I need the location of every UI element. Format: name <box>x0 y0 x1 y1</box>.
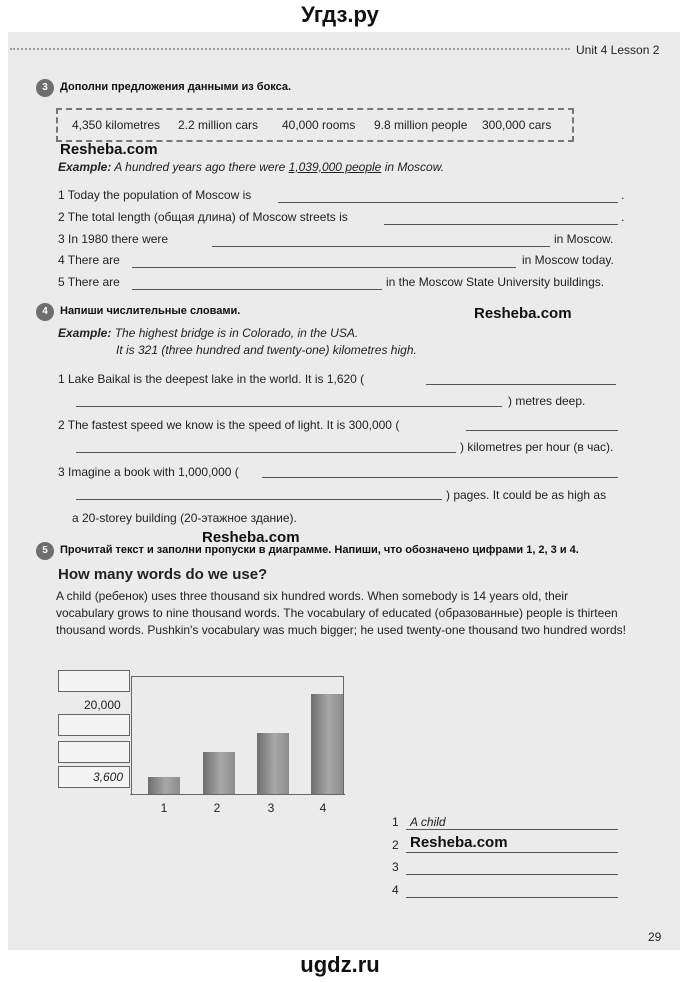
ex3-item-3: 3 In 1980 there were <box>58 232 169 246</box>
ex3-item-4: 4 There are <box>58 253 120 267</box>
ex4-answer-line-3b[interactable] <box>76 499 442 500</box>
ex3-item-5-end: in the Moscow State University buildings. <box>386 275 605 289</box>
ex3-item-5: 5 There are <box>58 275 120 289</box>
ex4-item-3: 3 Imagine a book with 1,000,000 ( <box>58 465 239 479</box>
ex4-answer-line-2b[interactable] <box>76 452 456 453</box>
watermark-resheba: Resheba.com <box>410 834 508 851</box>
exercise-3-example <box>58 160 444 174</box>
axis-label-box-1[interactable] <box>58 670 130 692</box>
ex4-answer-line-2a[interactable] <box>466 430 618 431</box>
example-text: A hundred years ago there were <box>114 160 286 174</box>
chart-bar-2 <box>203 752 235 794</box>
box-item: 40,000 rooms <box>282 118 356 132</box>
box-item: 9.8 million people <box>374 118 468 132</box>
exercise-3-number: 3 <box>36 79 54 97</box>
axis-label-20000: 20,000 <box>84 698 121 712</box>
ex4-answer-line-3a[interactable] <box>262 477 618 478</box>
header-dotted-rule <box>10 48 570 50</box>
example-text-end: in Moscow. <box>384 160 445 174</box>
box-item: 2.2 million cars <box>178 118 259 132</box>
box-item: 300,000 cars <box>482 118 552 132</box>
example-answer: 1,039,000 people <box>288 160 382 174</box>
example-text: The highest bridge is in Colorado, in the USA. <box>114 326 359 340</box>
site-title-bottom: ugdz.ru <box>300 952 380 977</box>
text-heading: How many words do we use? <box>58 566 268 583</box>
box-item: 4,350 kilometres <box>72 118 161 132</box>
example-label: Example: <box>58 326 112 340</box>
answer-box <box>56 108 574 142</box>
axis-label-box-2[interactable] <box>58 714 130 736</box>
answer-num-1: 1 <box>392 815 399 829</box>
exercise-5-title: Прочитай текст и заполни пропуски в диаграмме. Напиши, что обозначено цифрами 1, 2, 3 и 4. <box>60 544 579 556</box>
ex4-item-3-cont: a 20-storey building (20-этажное здание). <box>72 511 297 525</box>
reading-paragraph: A child (ребенок) uses three thousand six hundred words. When somebody is 14 years old, their vocabulary grows to nine thousand words. The vocabulary of educated (образованные) people is thirteen thousand words. Pushkin's vocabulary was much bigger; he used twenty-one thousand two hundred words! <box>56 589 626 637</box>
chart-baseline <box>130 794 345 795</box>
x-tick-1: 1 <box>160 801 168 815</box>
example-label: Example: <box>58 160 112 174</box>
exercise-4-title: Напиши числительные словами. <box>60 305 241 317</box>
ex3-item-4-end: in Moscow today. <box>522 253 614 267</box>
page-number: 29 <box>648 930 662 944</box>
ex3-answer-line-4[interactable] <box>132 267 516 268</box>
ex4-item-2: 2 The fastest speed we know is the speed of light. It is 300,000 ( <box>58 418 400 432</box>
ex4-answer-line-1a[interactable] <box>426 384 616 385</box>
x-tick-3: 3 <box>267 801 275 815</box>
ex4-item-3-end: ) pages. It could be as high as <box>446 488 607 502</box>
answer-text-1: A child <box>410 815 446 829</box>
ex3-answer-line-3[interactable] <box>212 246 550 247</box>
exercise-3-title: Дополни предложения данными из бокса. <box>60 81 292 93</box>
exercise-4-example-line-2: It is 321 (three hundred and twenty-one) kilometres high. <box>116 343 417 357</box>
unit-lesson-label: Unit 4 Lesson 2 <box>576 43 660 57</box>
axis-label-box-3[interactable] <box>58 741 130 763</box>
chart-bar-3 <box>257 733 289 794</box>
ex3-item-3-end: in Moscow. <box>554 232 614 246</box>
answer-line-1[interactable] <box>406 829 618 830</box>
watermark-resheba: Resheba.com <box>474 305 572 322</box>
ex3-item-1-end: . <box>621 188 625 202</box>
answer-line-3[interactable] <box>406 874 618 875</box>
exercise-4-number: 4 <box>36 303 54 321</box>
answer-num-2: 2 <box>392 838 399 852</box>
answer-num-3: 3 <box>392 860 399 874</box>
ex4-item-2-end: ) kilometres per hour (в час). <box>460 440 614 454</box>
ex3-answer-line-1[interactable] <box>278 202 618 203</box>
answer-line-4[interactable] <box>406 897 618 898</box>
ex3-answer-line-5[interactable] <box>132 289 382 290</box>
axis-label-box-3600: 3,600 <box>58 766 130 788</box>
ex4-item-1: 1 Lake Baikal is the deepest lake in the world. It is 1,620 ( <box>58 372 365 386</box>
chart-bar-4 <box>311 694 343 794</box>
ex3-answer-line-2[interactable] <box>384 224 618 225</box>
ex4-answer-line-1b[interactable] <box>76 406 502 407</box>
exercise-5-number: 5 <box>36 542 54 560</box>
chart-bar-1 <box>148 777 180 794</box>
x-tick-4: 4 <box>319 801 327 815</box>
x-tick-2: 2 <box>213 801 221 815</box>
answer-line-2[interactable] <box>406 852 618 853</box>
exercise-4-example-line-1 <box>58 326 358 340</box>
watermark-resheba: Resheba.com <box>202 529 300 546</box>
answer-num-4: 4 <box>392 883 399 897</box>
ex3-item-1: 1 Today the population of Moscow is <box>58 188 252 202</box>
ex4-item-1-end: ) metres deep. <box>508 394 586 408</box>
watermark-resheba: Resheba.com <box>60 141 158 158</box>
ex3-item-2: 2 The total length (общая длина) of Moscow streets is <box>58 210 348 224</box>
ex3-item-2-end: . <box>621 210 625 224</box>
site-title-top: Угдз.ру <box>301 2 379 27</box>
